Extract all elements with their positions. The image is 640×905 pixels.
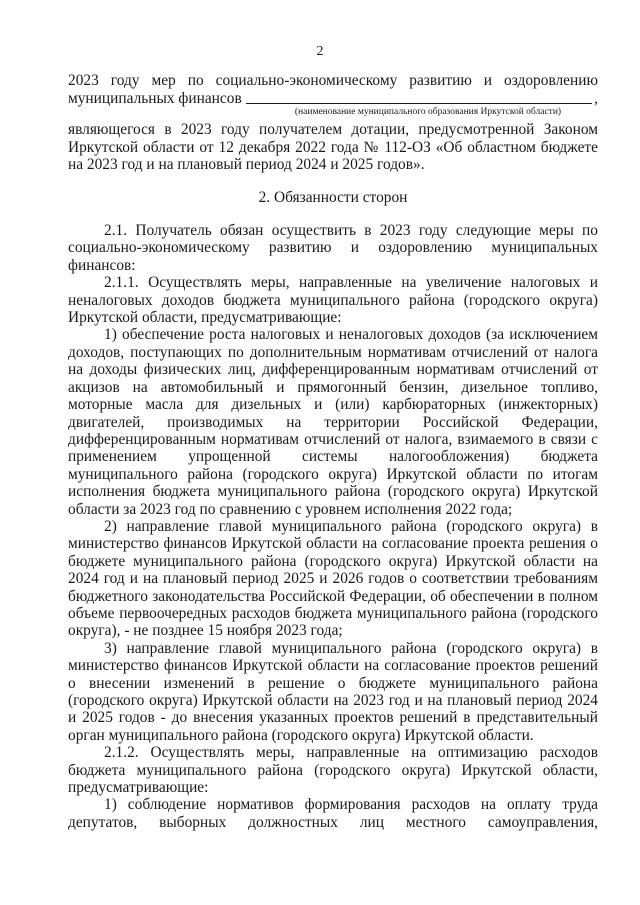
text-line-continuation: 2023 году мер по социально-экономическому развитию и оздоровлению [68,72,598,89]
paragraph-2-1-1: 2.1.1. Осуществлять меры, направленные на увеличение налоговых и неналоговых доходов бюджета муниципального района (городского округа) Иркутской области, предусматривающие: [68,274,598,327]
document-body [68,72,598,831]
municipality-name-row [68,89,598,107]
municipal-finances-label: муниципальных финансов [68,90,242,107]
section-heading: 2. Обязанности сторон [258,188,408,206]
comma: , [594,90,598,107]
municipality-name-blank-line [246,89,592,104]
paragraph-2-1-2-item-1: 1) соблюдение нормативов формирования расходов на оплату труда депутатов, выборных должностных лиц местного самоуправления, [68,796,598,831]
paragraph-2-1-1-item-3: 3) направление главой муниципального района (городского округа) в министерство финансов Иркутской области на согласование проектов решений о внесении изменений в решение о бюджете муниципального района (городского округа) Иркутской области на 2023 год и на плановый период 2024 и 2025 годов - до внесения указанных проектов решений в представительный орган муниципального района (городского округа) Иркутской области. [68,639,598,744]
paragraph-2-1-2: 2.1.2. Осуществлять меры, направленные на оптимизацию расходов бюджета муниципального района (городского округа) Иркутской области, предусматривающие: [68,744,598,797]
paragraph-2-1-1-item-2: 2) направление главой муниципального района (городского округа) в министерство финансов Иркутской области на согласование проекта решения о бюджете муниципального района (городского округа) Иркутской области на 2024 год и на плановый период 2025 и 2026 годов о соответствии требованиям бюджетного законодательства Российской Федерации, об обеспечении в полном объеме первоочередных расходов бюджета муниципального района (городского округа), - не позднее 15 ноября 2023 года; [68,517,598,640]
paragraph-2-1: 2.1. Получатель обязан осуществить в 2023 году следующие меры по социально-экономическому развитию и оздоровлению муниципальных финансов: [68,222,598,274]
paragraph-2-1-1-item-1: 1) обеспечение роста налоговых и неналоговых доходов (за исключением доходов, поступающих по дополнительным нормативам отчислений от налога на доходы физических лиц, дифференцированным нормативам отчислений от акцизов на автомобильный и прямогонный бензин, дизельное топливо, моторные масла для дизельных и (или) карбюраторных (инжекторных) двигателей, производимых на территории Российской Федерации, дифференцированным нормативам отчислений от налога, взимаемого в связи с применением упрощенной системы налогообложения) бюджета муниципального района (городского округа) Иркутской области по итогам исполнения бюджета муниципального района (городского округа) Иркутской области за 2023 год по сравнению с уровнем исполнения 2022 года; [68,326,598,518]
intro-paragraph: являющегося в 2023 году получателем дотации, предусмотренной Законом Иркутской области от 12 декабря 2022 года № 112-ОЗ «Об областном бюджете на 2023 год и на плановый период 2024 и 2025 годов». [68,121,598,174]
page-number: 2 [316,44,324,59]
municipality-name-caption: (наименование муниципального образования Иркутской области) [294,107,562,118]
